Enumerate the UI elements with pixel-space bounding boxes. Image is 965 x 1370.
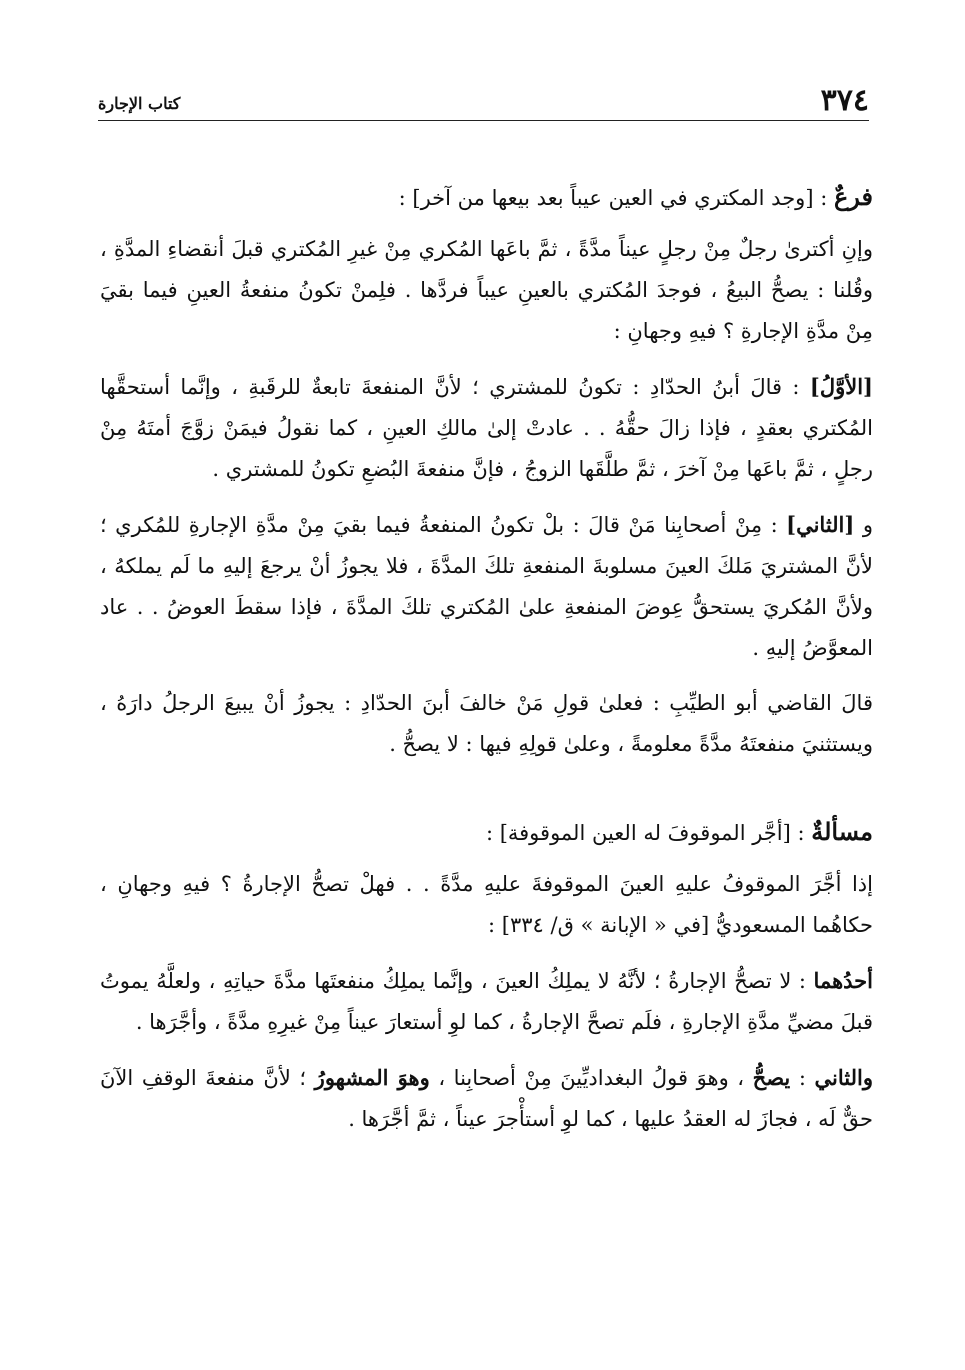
- page-number: ٣٧٤: [820, 83, 869, 118]
- page-body: [100, 176, 873, 1154]
- paragraph: [100, 960, 873, 1043]
- paragraph: [100, 1057, 873, 1140]
- running-title: كتاب الإجارة: [98, 94, 181, 113]
- section-heading-masala: [100, 811, 873, 854]
- page-header: [98, 74, 869, 121]
- paragraph-lead: أحدُهما: [813, 968, 873, 993]
- heading-title: : [أجَّر الموقوفَ له العين الموقوفة] :: [485, 821, 812, 845]
- paragraph-emphasis: وهوَ المشهورُ: [314, 1065, 430, 1090]
- paragraph-emphasis: يصحُّ: [752, 1065, 791, 1090]
- paragraph: إذا أجَّرَ الموقوفُ عليهِ العينَ الموقوفةَ عليهِ مدَّةً . . فهلْ تصحُّ الإجارةُ ؟ فيهِ وجهانِ ، حكاهُما المسعوديُّ [في « الإبانة » ق/ ٣٣٤] :: [100, 872, 873, 937]
- paragraph-lead: [الأوَّلُ]: [809, 374, 873, 399]
- paragraph-text: ، وهوَ قولُ البغداديِّينَ مِنْ أصحابِنا ،: [429, 1066, 753, 1090]
- paragraph-text: ؛ لأنَّ منفعةَ الوقفِ الآنَ حقٌّ لَه ، فجازَ له العقدُ عليها ، كما لوِ أستأْجرَ عيناً ، ثمَّ أجَّرَها .: [100, 1066, 873, 1131]
- heading-lead: فرعٌ: [833, 182, 873, 211]
- paragraph-text: : مِنْ أصحابِنا مَنْ قالَ : بلْ تكونُ المنفعةُ فيما بقيَ مِنْ مدَّةِ الإجارةِ للمُكري ؛ لأنَّ المشتريَ مَلكَ العينَ مسلوبةَ المنفعةِ تلكَ المدَّةَ ، فلا يجوزُ أنْ يرجعَ إليهِ ما لَم يملكهُ ، ولأنَّ المُكريَ يستحقُّ عِوضَ المنفعةِ علىٰ المُكتري تلكَ المدَّةَ ، فإذا سقطَ العوضُ . . عاد المعوَّضُ إليهِ .: [100, 513, 873, 660]
- paragraph-lead: والثاني: [814, 1065, 873, 1090]
- section-heading-far: [100, 176, 873, 219]
- paragraph: قالَ القاضي أبو الطيِّبِ : فعلىٰ قولِ مَنْ خالفَ أبنَ الحدّادِ : يجوزُ أنْ يبيعَ الرجلُ دارَهُ ، ويستثنيَ منفعتَهُ مدَّةً معلومةً ، وعلىٰ قولِهِ فيها : لا يصحُّ .: [100, 691, 873, 756]
- paragraph-text: : قالَ أبنُ الحدّادِ : تكونُ للمشتري ؛ لأنَّ المنفعةَ تابعةٌ للرقَبةِ ، وإنَّما أستحقَّها المُكتري بعقدٍ ، فإذا زالَ حقُّهُ . . عادتْ إلىٰ مالكِ العينِ ، كما نقولُ فيمَنْ زوَّجَ أمتَهُ مِنْ رجلٍ ، ثمَّ باعَها مِنْ آخرَ ، ثمَّ طلَّقَها الزوجُ ، فإنَّ منفعةَ البُضعِ تكونُ للمشتري .: [100, 375, 873, 481]
- paragraph-prefix: و: [854, 513, 873, 537]
- paragraph-lead: [الثاني]: [786, 512, 855, 537]
- paragraph: [100, 504, 873, 669]
- paragraph-text: :: [790, 1066, 815, 1090]
- heading-title: : [وجد المكتري في العين عيباً بعد بيعها من آخر] :: [398, 186, 834, 210]
- paragraph: [100, 366, 873, 490]
- heading-lead: مسألةٌ: [811, 817, 873, 846]
- paragraph-text: : لا تصحُّ الإجارةُ ؛ لأنَّهُ لا يملِكُ العينَ ، وإنَّما يملِكُ منفعتَها مدَّةَ حياتِهِ ، ولعلَّهُ يموتُ قبلَ مضيِّ مدَّةِ الإجارةِ ، فلَم تصحَّ الإجارةُ ، كما لوِ أستعارَ عيناً مِنْ غيرِهِ مدَّةً ، وأجَّرَها .: [100, 969, 873, 1034]
- paragraph: وإنِ أكترىٰ رجلٌ مِنْ رجلٍ عيناً مدَّةً ، ثمَّ باعَها المُكري مِنْ غيرِ المُكتري قبلَ أنقضاءِ المدَّةِ ، وقُلنا : يصحُّ البيعُ ، فوجدَ المُكتري بالعينِ عيباً فردَّها . فلِمنْ تكونُ منفعةُ العينِ فيما بقيَ مِنْ مدَّةِ الإجارةِ ؟ فيهِ وجهانِ :: [100, 237, 873, 343]
